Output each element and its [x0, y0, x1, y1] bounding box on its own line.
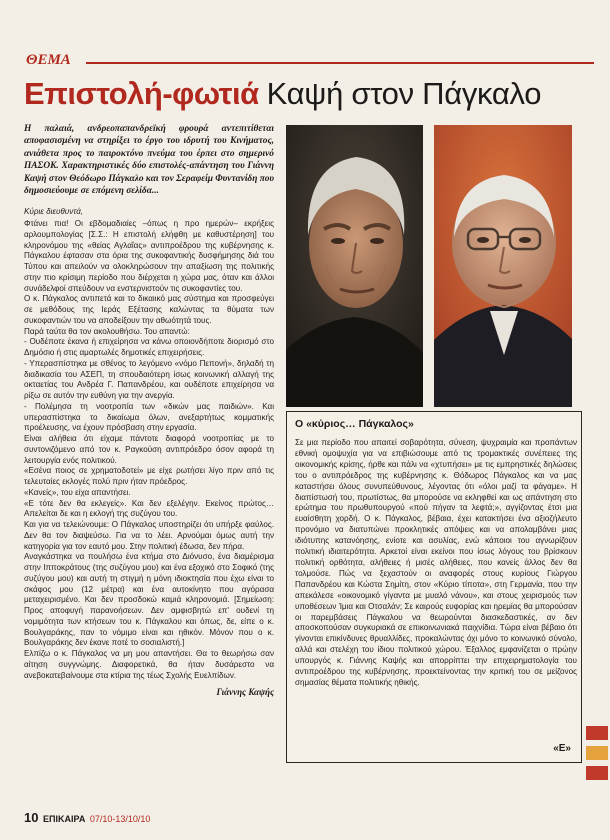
letter-paragraph: Παρά ταύτα θα τον ακολουθήσω. Του απαντώ: [24, 326, 190, 336]
letter-paragraph: Και για να τελειώνουμε: Ο Πάγκαλος υποστηρίζει ότι υπήρξε φαύλος. Δεν θα τον διαψεύσω. Για να το λέει. Αρνούμαι όμως αυτή την κατηγορία για τον εαυτό μου. Στην πολιτική έδωσα, δεν πήρα. [24, 520, 274, 551]
photo-pair [286, 125, 572, 407]
article-left-column [24, 123, 274, 697]
headline-red: Επιστολή-φωτιά [24, 76, 259, 111]
headline [24, 76, 594, 118]
letter-paragraph: «Εσένα ποιος σε χρηματοδοτεί» με είχε ρωτήσει λίγο πριν από τις τελευταίες εκλογές πολύ πριν ήταν πρόεδρος. [24, 466, 274, 487]
letter-body [24, 207, 274, 681]
portrait-photo-kapsis [286, 125, 423, 407]
headline-black: Καψή στον Πάγκαλο [266, 76, 542, 111]
page-number: 10 [24, 810, 39, 825]
portrait-illustration [434, 125, 572, 407]
letter-paragraph: Ελπίζω ο κ. Πάγκαλος να μη μου απαντήσει. Θα το θεωρήσω σαν αίτηση συγγνώμης. Διαφορετικά, θα ήταν δυσάρεστο να ανεβοκατεβαίνουμε στα κτίρια της τέως Σχολής Ευελπίδων. [24, 649, 274, 680]
section-rule [86, 62, 594, 64]
letter-paragraph: «Ε τότε δεν θα εκλεγείς». Και δεν εξελέγην. Εκείνος πρώτος… Απελείται δε και η εκλογή της συζύγου του. [24, 498, 274, 519]
section-header [16, 52, 594, 70]
page-footer [24, 810, 150, 825]
magazine-name: ΕΠΙΚΑΙΡΑ [42, 814, 86, 824]
section-tag: ΘΕΜΑ [26, 52, 71, 68]
letter-paragraph: Ο κ. Πάγκαλος αντιπετά και το δικαιικό μας σύστημα και προσφεύγει σε μεθόδους της Ιεράς Εξέτασης καλώντας τα θύματα των συκοφαντιών του να αποδείξουν την αθωότητά τους. [24, 294, 274, 325]
letter-paragraph: «Κανείς», του είχα απαντήσει. [24, 487, 131, 497]
end-mark: «Ε» [553, 743, 571, 754]
letter-paragraph: - Πολέμησα τη νοοτροπία των «δικών μας παιδιών». Και υπερασπίστηκα το δικαίωμα όλων, ανεξαρτήτως κομματικής προέλευσης, να έχουν πρόσβαση στην εργασία. [24, 401, 274, 433]
portrait-illustration [286, 125, 423, 407]
box-body: Σε μια περίοδο που απαιτεί σοβαρότητα, σύνεση, ψυχραιμία και προπάντων εθνική ομοψυχία για να επιβιώσουμε από τις τρομακτικές συνέπειες της οικονομικής κρίσης, ήρθε και πάλι να «χτυπήσει» με τις εμπρηστικές δηλώσεις του ο αντιπρόεδρος της κυβέρνησης κ. Θόδωρος Πάγκαλος και να μας καταστήσει όλους συνυπεύθυνους, λέγοντας ότι «όλοι μαζί τα φάγαμε». Η διαπίστωσή του, πρωτίστως, θα μπορούσε να εκληφθεί και ως απάντηση στο ερώτημα του πρωθυπουργού «πού πήγαν τα λεφτά;», αγγίζοντας έτσι μια ευαίσθητη χορδή. Ο κ. Πάγκαλος, βέβαια, έχει κατακτήσει ένα αξιοζήλευτο προνόμιο να διατυπώνει προκλητικές απόψεις και να απολαμβάνει μιας ιδιότυπης κατανόησης, ενίοτε και ασυλίας, ενώ κάποιοι του αγνωρίζουν πολιτική ιδιαιτερότητα. Αρκετοί είναι εκείνοι που ίσως λόγους του βρίσκουν πολιτική ορθότητα, αλήθειες ή μισές αλήθειες, που κανείς άλλος δεν θα τολμούσε. Πώς να ξεχαστούν οι αναφορές στους κυρίους Γιώργου Παπανδρέου και Κώστα Σημίτη, στον «Κύριο τίποτα», στη Γερμανία, που την απεκάλεσε «οικονομικό γίγαντα με μυαλό νάνου», και στους χειρισμούς των υποθέσεων Ίμια και Οτσαλάν; Σε καιρούς ευφορίας και ηρεμίας θα μπορούσαν οι παρεμβάσεις Πάγκαλου να θεωρούνται διασκεδαστικές, αν δεν αποσκοπούσαν συγκυριακά σε επικοινωνιακά παιχνίδια. Τώρα είναι βέβαιο ότι γίνονται επικίνδυνες θρυαλλίδες, προκαλώντας όχι μόνο το κοινωνικό σύνολο, αλλά και στελέχη του ίδιου πολιτικού χώρου. Έξαλλος εμφανίζεται ο πρώην υπουργός κ. Γιάννης Καψής και απορρίπτει την επιχειρηματολογία του αντιπροέδρου της κυβέρνησης, προεκτείνοντας την κριτική του σε μείζονος σημασίας θέματα πολιτικής ηθικής. [295, 438, 577, 687]
letter-paragraph: - Ουδέποτε έκανα ή επιχείρησα να κάνω οποιονδήποτε διορισμό στο Δημόσιο ή στις αμαρτωλές δημοτικές επιχειρήσεις. [24, 337, 274, 358]
sidebar-box [286, 411, 582, 763]
issue-dates: 07/10-13/10/10 [89, 814, 151, 824]
letter-paragraph: Είναι αλήθεια ότι είχαμε πάντοτε διαφορά νοοτροπίας με το συντονιζόμενο από τον κ. Ραγκούση αντιπρόεδρο όσον αφορά τη λειτουργία ενός πολιτικού. [24, 434, 274, 465]
portrait-photo-pagkalos [434, 125, 572, 407]
letter-paragraph: Αναγκάστηκα να πουλήσω ένα κτήμα στο Διόνυσο, ένα διαμέρισμα στην Ιπποκράτους (της συζύγου μου) και ένα εξοχικό στο Σοφικό (της συζύγου μου) και αυτή τη στιγμή η μόνη ιδιοκτησία που έχω είναι το σκάφος μου (12 μέτρα) και ένα αυτοκίνητο που αγόρασα μεταχειρισμένο. Και δεν προσδοκώ καμιά κληρονομιά. [Σημείωση: Προς αποφυγή παρανοήσεων. Δεν αμφισβητώ επ' ουδενί τη νομιμότητα των κτήσεων του κ. Πάγκαλου και όπως, δε, είπε ο κ. Βουλγαράκης, παν το νόμιμο είναι και ηθικόν. Μόνον που ο κ. Βουλγαράκης δεν έκανε ποτέ το σοσιαλιστή.] [24, 552, 274, 648]
lead-paragraph: Η παλαιά, ανδρεοπαπανδρεϊκή φρουρά αντεπιτίθεται αποφασισμένη να στηρίξει το έργο του ιδρυτή του Κινήματος, ανιάθετα προς το παιροκτόνο πνεύμα του έρπει στο σημερινό ΠΑΣΟΚ. Χαρακτηριστικές δύο επιστολές-απάντηση του Γιάννη Καψή στον Θεόδωρο Πάγκαλο και τον Σεραφείμ Φυντανίδη που δημοσιεύουμε σε επόμενη σελίδα... [24, 124, 274, 197]
box-title: Ο «κύριος… Πάγκαλος» [295, 418, 414, 430]
letter-greeting: Κύριε διευθυντά, [24, 207, 84, 217]
corner-decoration [584, 720, 610, 790]
signature: Γιάννης Καψής [216, 687, 274, 698]
letter-paragraph: - Υπερασπίστηκα με σθένος το λεγόμενο «νόμο Πεπονή», δηλαδή τη διαδικασία του ΑΣΕΠ, τη σπουδαιότερη ίσως κοινωνική αλλαγή της οκταετίας του Ανδρέα Γ. Παπανδρέου, και ουδέποτε επιχείρησα να ρίξω σε αυτόν την ευθύνη για την ανεργία. [24, 358, 274, 401]
letter-paragraph: Φτάνει πια! Οι εβδομαδιαίες –όπως η προ ημερών– εκρήξεις αρλουμπολογίας [Σ.Σ.: Η επιστολή ελήφθη με καθυστέρηση] του κληρονόμου της «θείας Αγλαΐας» αντιπροέδρου της κυβέρνησης κ. Πάγκαλου έφτασαν στα όρια της συκοφαντικής δυσφήμησης διά του Τύπου και απειλούν να ολοκληρώσουν την απαξίωση της πολιτικής στην πιο κρίσιμη περίοδο που διέρχεται η χώρα μας, όταν και άλλοι συνάδελφοί σπεύδουν να ενστερνιστούν τις συκοφαντίες του. [24, 219, 274, 293]
